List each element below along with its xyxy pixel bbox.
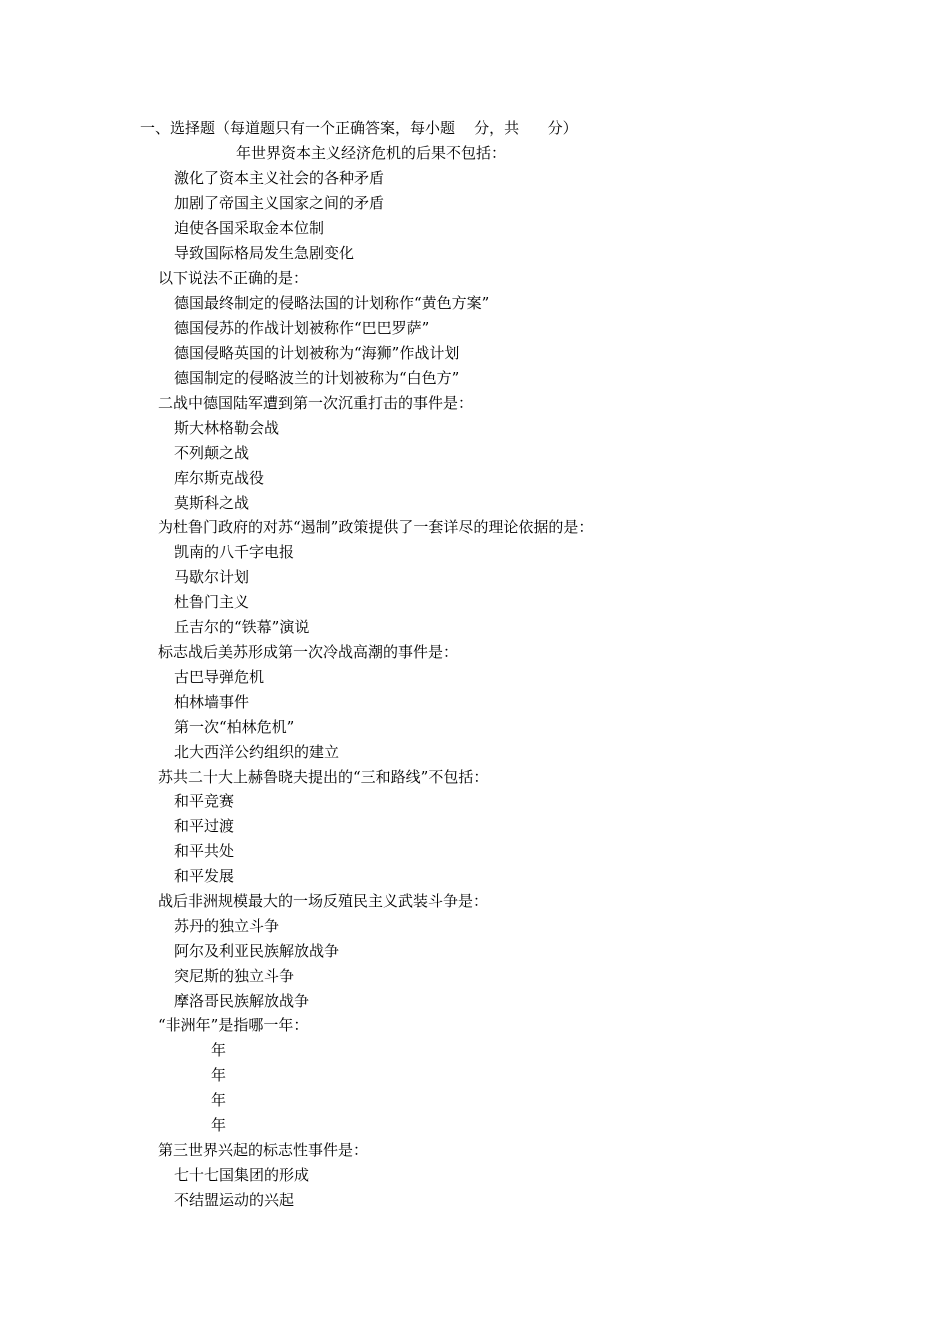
question-5-option-c: 第一次“柏林危机” [174, 718, 295, 736]
question-1-option-b: 加剧了帝国主义国家之间的矛盾 [174, 194, 385, 212]
question-6-option-d: 和平发展 [174, 867, 235, 885]
question-4-option-c: 杜鲁门主义 [174, 593, 250, 611]
question-8-option-d: 年 [211, 1116, 227, 1134]
question-3-stem: 二战中德国陆军遭到第一次沉重打击的事件是： [158, 394, 474, 412]
question-8-stem: “非洲年”是指哪一年： [158, 1016, 309, 1034]
question-2-option-d: 德国制定的侵略波兰的计划被称为“白色方” [174, 369, 460, 387]
question-7-option-d: 摩洛哥民族解放战争 [174, 992, 310, 1010]
question-1-option-a: 激化了资本主义社会的各种矛盾 [174, 169, 385, 187]
question-5-option-a: 古巴导弹危机 [174, 668, 265, 686]
question-8-option-a: 年 [211, 1041, 227, 1059]
question-3-option-a: 斯大林格勒会战 [174, 419, 280, 437]
question-8-option-b: 年 [211, 1066, 227, 1084]
question-5-stem: 标志战后美苏形成第一次冷战高潮的事件是： [158, 643, 459, 661]
section-heading: 一、选择题（每道题只有一个正确答案，每小题 分，共 分） [140, 119, 578, 137]
question-5-option-b: 柏林墙事件 [174, 693, 250, 711]
question-7-option-a: 苏丹的独立斗争 [174, 917, 280, 935]
question-7-option-b: 阿尔及利亚民族解放战争 [174, 942, 340, 960]
question-4-option-b: 马歇尔计划 [174, 568, 250, 586]
question-8-option-c: 年 [211, 1091, 227, 1109]
question-9-option-a: 七十七国集团的形成 [174, 1166, 310, 1184]
question-1-option-d: 导致国际格局发生急剧变化 [174, 244, 355, 262]
question-1-option-c: 迫使各国采取金本位制 [174, 219, 325, 237]
question-4-option-a: 凯南的八千字电报 [174, 543, 295, 561]
question-7-option-c: 突尼斯的独立斗争 [174, 967, 295, 985]
question-6-stem: 苏共二十大上赫鲁晓夫提出的“三和路线”不包括： [158, 768, 489, 786]
question-3-option-b: 不列颠之战 [174, 444, 250, 462]
question-5-option-d: 北大西洋公约组织的建立 [174, 743, 340, 761]
question-9-stem: 第三世界兴起的标志性事件是： [158, 1141, 369, 1159]
question-7-stem: 战后非洲规模最大的一场反殖民主义武装斗争是： [158, 892, 489, 910]
question-2-option-a: 德国最终制定的侵略法国的计划称作“黄色方案” [174, 294, 490, 312]
question-2-stem: 以下说法不正确的是： [158, 269, 309, 287]
question-4-stem: 为杜鲁门政府的对苏“遏制”政策提供了一套详尽的理论依据的是： [158, 518, 594, 536]
question-2-option-b: 德国侵苏的作战计划被称作“巴巴罗萨” [174, 319, 430, 337]
question-6-option-b: 和平过渡 [174, 817, 235, 835]
question-1-stem: 年世界资本主义经济危机的后果不包括： [236, 144, 507, 162]
question-2-option-c: 德国侵略英国的计划被称为“海狮”作战计划 [174, 344, 460, 362]
question-3-option-d: 莫斯科之战 [174, 494, 250, 512]
question-3-option-c: 库尔斯克战役 [174, 469, 265, 487]
question-6-option-a: 和平竞赛 [174, 792, 235, 810]
question-6-option-c: 和平共处 [174, 842, 235, 860]
question-4-option-d: 丘吉尔的“铁幕”演说 [174, 618, 310, 636]
question-9-option-b: 不结盟运动的兴起 [174, 1191, 295, 1209]
